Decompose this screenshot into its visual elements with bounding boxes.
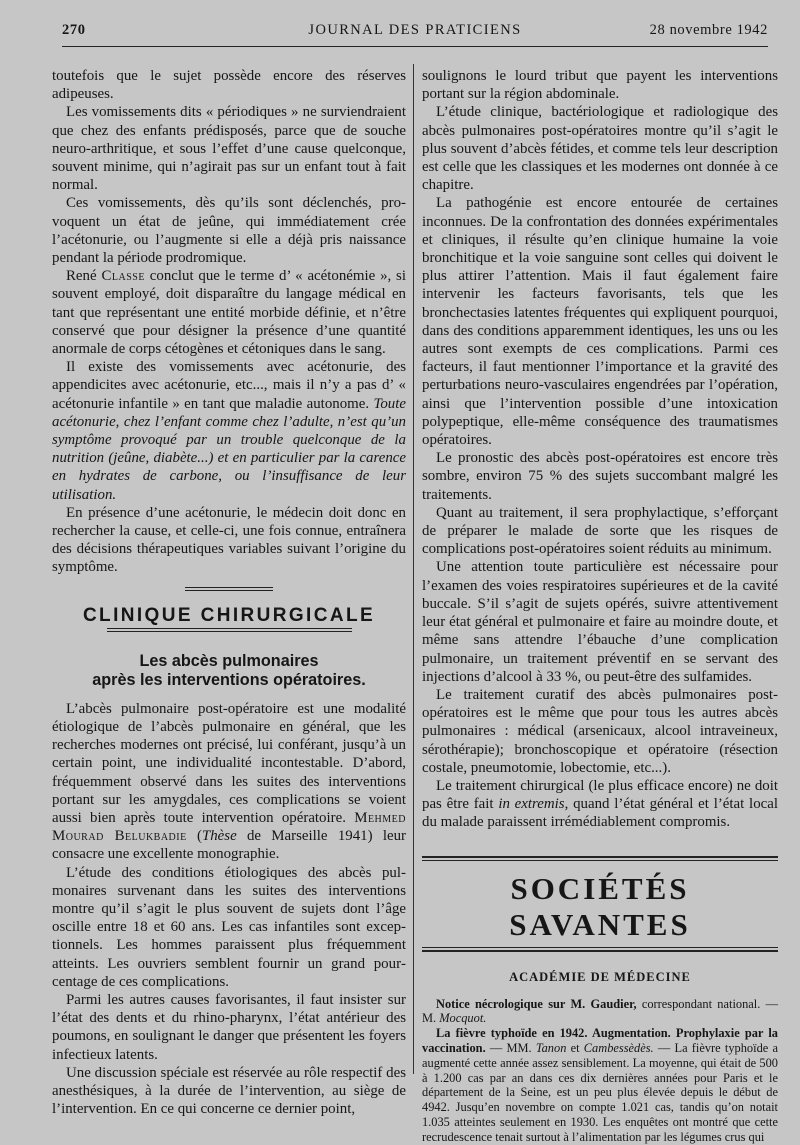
text-run: L’abcès pulmonaire post-opératoire est une modalité étiologique de l’abcès pulmonaire en général, que les recherches modernes ont précisé, lui conférant, jusqu’à un certain point, une individualité incontestable. D’abord, fréquemment observé dans les suites des interventions portant sur les amygdales, ces complications se voient aussi bien après toute intervention opératoire. — [52, 700, 406, 826]
notice-entry — [422, 1026, 778, 1144]
italic-text: Toute acétonurie, chez l’enfant comme chez l’adulte, n’est qu’un symptôme provoqué par un trouble quelconque de la nutrition (jeûne, diabète...) et en particulier par la carence en hydrates de carbone, ou l’insuffisance de leur utilisation. — [52, 395, 406, 503]
paragraph: La pathogénie est encore entourée de certaines inconnues. De la confrontation des données expérimentales et cliniques, il résulte qu’en clinique humaine la voie bronchitique et la voie sanguine sont celles qui doivent le plus attirer l’attention. Mais il faut également faire intervenir les facteurs favorisants, tels que les bronchectasies latentes fréquentes qui expliquent pourquoi, dans des conditions apparemment identiques, les uns ou les autres sont exempts de ces complications. Parmi ces facteurs, il faut mentionner l’importance et la gravité des perturbations neuro-vasculaires engendrées par l’opération, ainsi que l’intervention possible d’une intoxication polypeptique, elle-même conséquence des traumatismes opératoires. — [422, 195, 778, 449]
running-header — [62, 16, 768, 44]
section-heading: CLINIQUE CHIRURGICALE — [82, 604, 376, 626]
paragraph — [52, 358, 406, 504]
text-run: conclut que le terme d’ « acétonémie », si souvent employé, doit disparaître du langage médical en tant que représentant une entité morbide définie, et n’être conservé que pour désigner la présence d’une quantité anormale de corps cétogènes et cétoniques dans le sang. — [52, 268, 406, 358]
text-run: — La fièvre typhoïde a augmenté cette année assez sensiblement. La moyenne, qui était de 500 à 1.200 cas par an dans ces dix dernières années pour Paris et le département de la Seine, est un peu plus élevée depuis le début de 4942. Jusqu’en novembre on compte 1.021 cas, tandis qu’on notait 1.035 atteintes seulement en 1930. Les enquêtes ont montré que cette recrudescence tenait surtout à l’alimentation par les légumes crus qui — [422, 1040, 778, 1144]
text-run: — MM. — [485, 1040, 536, 1055]
author-name: Mehmed Mourad Belukbadie — [52, 809, 406, 845]
journal-title: JOURNAL DES PRATICIENS — [308, 22, 522, 38]
text-run: correspondant national. — M. — [422, 996, 778, 1026]
author-name: Mocquot. — [439, 1011, 487, 1026]
author-name: Tanon — [535, 1040, 567, 1055]
paragraph: soulignons le lourd tribut que payent les interventions portant sur la région abdominale. — [422, 68, 778, 103]
article-title-line: Les abcès pulmonaires — [139, 651, 319, 670]
section-rule — [422, 950, 778, 952]
header-rule — [62, 46, 768, 47]
section-underline — [107, 628, 352, 632]
notice-title: La fièvre typhoïde en 1942. Augmentation. Prophylaxie par la vaccination. — [422, 1026, 778, 1055]
column-separator — [413, 64, 414, 1074]
article-title-line: après les interventions opératoires. — [92, 670, 366, 689]
paragraph: Une attention toute particulière est nécessaire pour l’examen des voies respiratoires supérieures et de la cavité buccale. S’il s’agit de sujets opérés, suivre attentivement leur état général et pulmonaire et faire au moindre doute, et même sans attendre l’ébauche d’une complication pulmonaire, un traitement préventif en se servant des injections d’alcool à 33 %, ou peut-être des sulfamides. — [422, 559, 778, 685]
left-column — [52, 67, 406, 1118]
author-name: Classe — [101, 268, 145, 285]
notice-title: Notice nécrologique sur M. Gaudier, — [436, 996, 637, 1011]
paragraph: toutefois que le sujet possède encore des réserves adipeuses. — [52, 68, 406, 103]
paragraph — [52, 700, 406, 864]
paragraph: Les vomissements dits « périodiques » ne surviendraient que chez des enfants prédisposés, parce que de souche neuro-arthritique, et sous l’effet d’une cause quelconque, souvent minime, qui n’agirait pas sur un enfant tout à fait normal. — [52, 104, 406, 194]
italic-text: in extremis — [498, 796, 565, 813]
section-rule — [422, 856, 778, 858]
text-run: Le traitement chirurgical (le plus efficace encore) ne doit pas être fait — [422, 777, 778, 813]
paragraph: Le pronostic des abcès post-opératoires est encore très sombre, environ 75 % des sujets succombant malgré les traitements. — [422, 450, 778, 503]
italic-text: Thèse — [201, 828, 237, 845]
section-rule — [422, 947, 778, 948]
text-run: de Marseille 1941) leur consacre une excellente monographie. — [52, 828, 406, 863]
paragraph: Quant au traitement, il sera prophylactique, s’efforçant de préparer le malade de sorte que les risques de complications post-opératoires soient réduits au minimum. — [422, 504, 778, 558]
paragraph: L’étude des conditions étiologiques des abcès pulmonaires survenant dans les suites des interventions montre qu’il s’agit le plus souvent de sujets dont l’âge oscille entre 18 et 60 ans. Les cas infantiles sont exceptionnels. Les hommes paraissent plus fréquemment atteints. Les ouvriers semblent fournir un grand pourcentage de ces complications. — [52, 864, 406, 990]
text-run: et — [566, 1040, 584, 1055]
article-title — [52, 652, 406, 690]
paragraph: L’étude clinique, bactériologique et radiologique des abcès pulmonaires post-opératoires montre qu’il s’agit le plus souvent d’abcès fétides, et comme tels leur description est celle que les classiques et les modernes ont donnée à ce chapitre. — [422, 104, 778, 194]
paragraph: Le traitement curatif des abcès pulmonaires post-opératoires est le même que pour tous les autres abcès pulmonaires : médical (arsenicaux, alcool intraveineux, sérothérapie); bronchoscopique et opératoire (résection costale, pneumotomie, lobectomie, etc...). — [422, 686, 778, 776]
right-column — [422, 67, 778, 1145]
section-rule — [422, 860, 778, 861]
author-name: Cambessèdès. — [583, 1040, 654, 1055]
issue-date: 28 novembre 1942 — [649, 22, 768, 38]
text-run: , quand l’état général et l’état local du malade paraissent irrémédiablement compromis. — [422, 796, 778, 831]
paragraph: En présence d’une acétonurie, le médecin doit donc en rechercher la cause, et celle-ci, une fois connue, entraînera des décisions thérapeutiques variables suivant l’origine du symptôme. — [52, 504, 406, 576]
decorative-rule — [185, 587, 273, 591]
societes-savantes-heading: SOCIÉTÉS SAVANTES — [509, 870, 691, 942]
academie-heading: ACADÉMIE DE MÉDECINE — [509, 969, 691, 984]
page-number: 270 — [62, 22, 86, 38]
paragraph — [52, 267, 406, 358]
paragraph — [422, 777, 778, 832]
paragraph: Parmi les autres causes favorisantes, il faut insister sur l’état des dents et du rhino-pharynx, l’état antérieur des poumons, en soulignant le danger que présentent les foyers infectieux latents. — [52, 991, 406, 1063]
paragraph: Une discussion spéciale est réservée au rôle respectif des anesthésiques, à la durée de l’intervention, au siège de l’intervention. En ce qui concerne ce dernier point, — [52, 1064, 406, 1118]
notice-entry — [422, 997, 778, 1027]
paragraph: Ces vomissements, dès qu’ils sont déclenchés, provoquent un état de jeûne, qui immédiatement crée l’acétonurie, ou l’augmente si elle a déjà pris naissance pendant la période prodromique. — [52, 195, 406, 267]
text-run: ( — [186, 828, 202, 845]
text-run: Il existe des vomissements avec acétonurie, des appendicites avec acétonurie, etc..., mais il n’y a pas d’ « acétonurie infantile » en tant que maladie autonome. — [52, 359, 406, 412]
text-run: René — [66, 268, 102, 285]
